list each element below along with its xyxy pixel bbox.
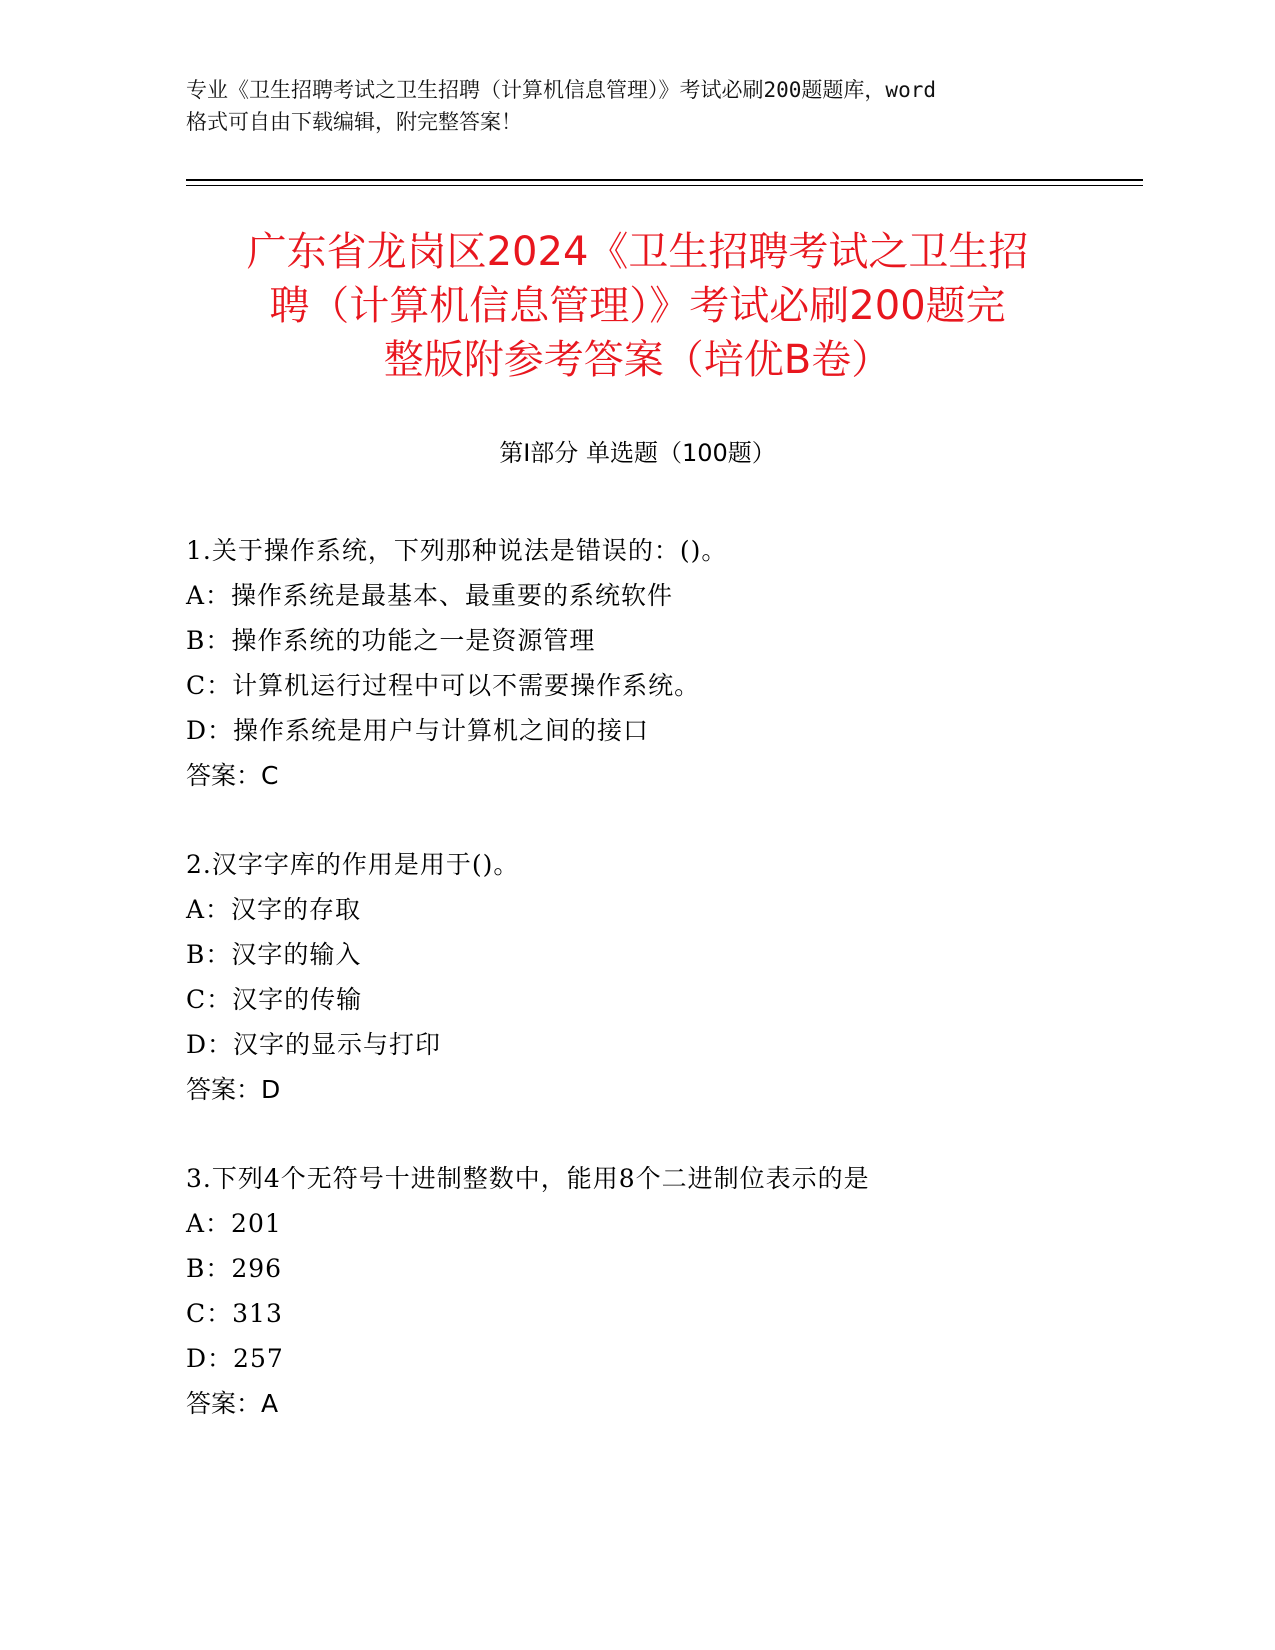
question-stem: 2.汉字字库的作用是用于()。 [186,850,520,879]
document-title-line-2: 聘（计算机信息管理）》考试必刷200题完 [269,283,1006,329]
option-b: B：296 [186,1254,283,1283]
option-a: A：201 [186,1209,282,1238]
option-c: C：汉字的传输 [186,985,363,1014]
document-title [150,225,1125,387]
option-b: B：汉字的输入 [186,940,362,969]
option-d: D：操作系统是用户与计算机之间的接口 [186,716,650,745]
answer: 答案：A [186,1389,279,1418]
option-c: C：313 [186,1299,283,1328]
question-1 [186,528,1146,798]
header-note [186,74,1106,138]
header-note-line-1: 专业《卫生招聘考试之卫生招聘（计算机信息管理）》考试必刷200题题库，word [186,78,936,102]
option-d: D：汉字的显示与打印 [186,1030,442,1059]
answer: 答案：C [186,761,279,790]
question-2 [186,842,1146,1112]
option-a: A：汉字的存取 [186,895,362,924]
option-d: D：257 [186,1344,284,1373]
question-stem: 1.关于操作系统，下列那种说法是错误的：()。 [186,536,728,565]
header-note-line-2: 格式可自由下载编辑，附完整答案！ [186,110,522,134]
answer: 答案：D [186,1075,281,1104]
question-3 [186,1156,1146,1426]
document-title-line-1: 广东省龙岗区2024《卫生招聘考试之卫生招 [246,229,1029,275]
question-stem: 3.下列4个无符号十进制整数中，能用8个二进制位表示的是 [186,1164,870,1193]
question-list [186,528,1146,1470]
section-title: 第Ⅰ部分 单选题（100题） [499,439,776,467]
option-a: A：操作系统是最基本、最重要的系统软件 [186,581,674,610]
header-rule-thick [186,179,1143,181]
option-b: B：操作系统的功能之一是资源管理 [186,626,596,655]
header-rule-thin [186,185,1143,186]
document-title-line-3: 整版附参考答案（培优B卷） [383,337,892,383]
option-c: C：计算机运行过程中可以不需要操作系统。 [186,671,701,700]
